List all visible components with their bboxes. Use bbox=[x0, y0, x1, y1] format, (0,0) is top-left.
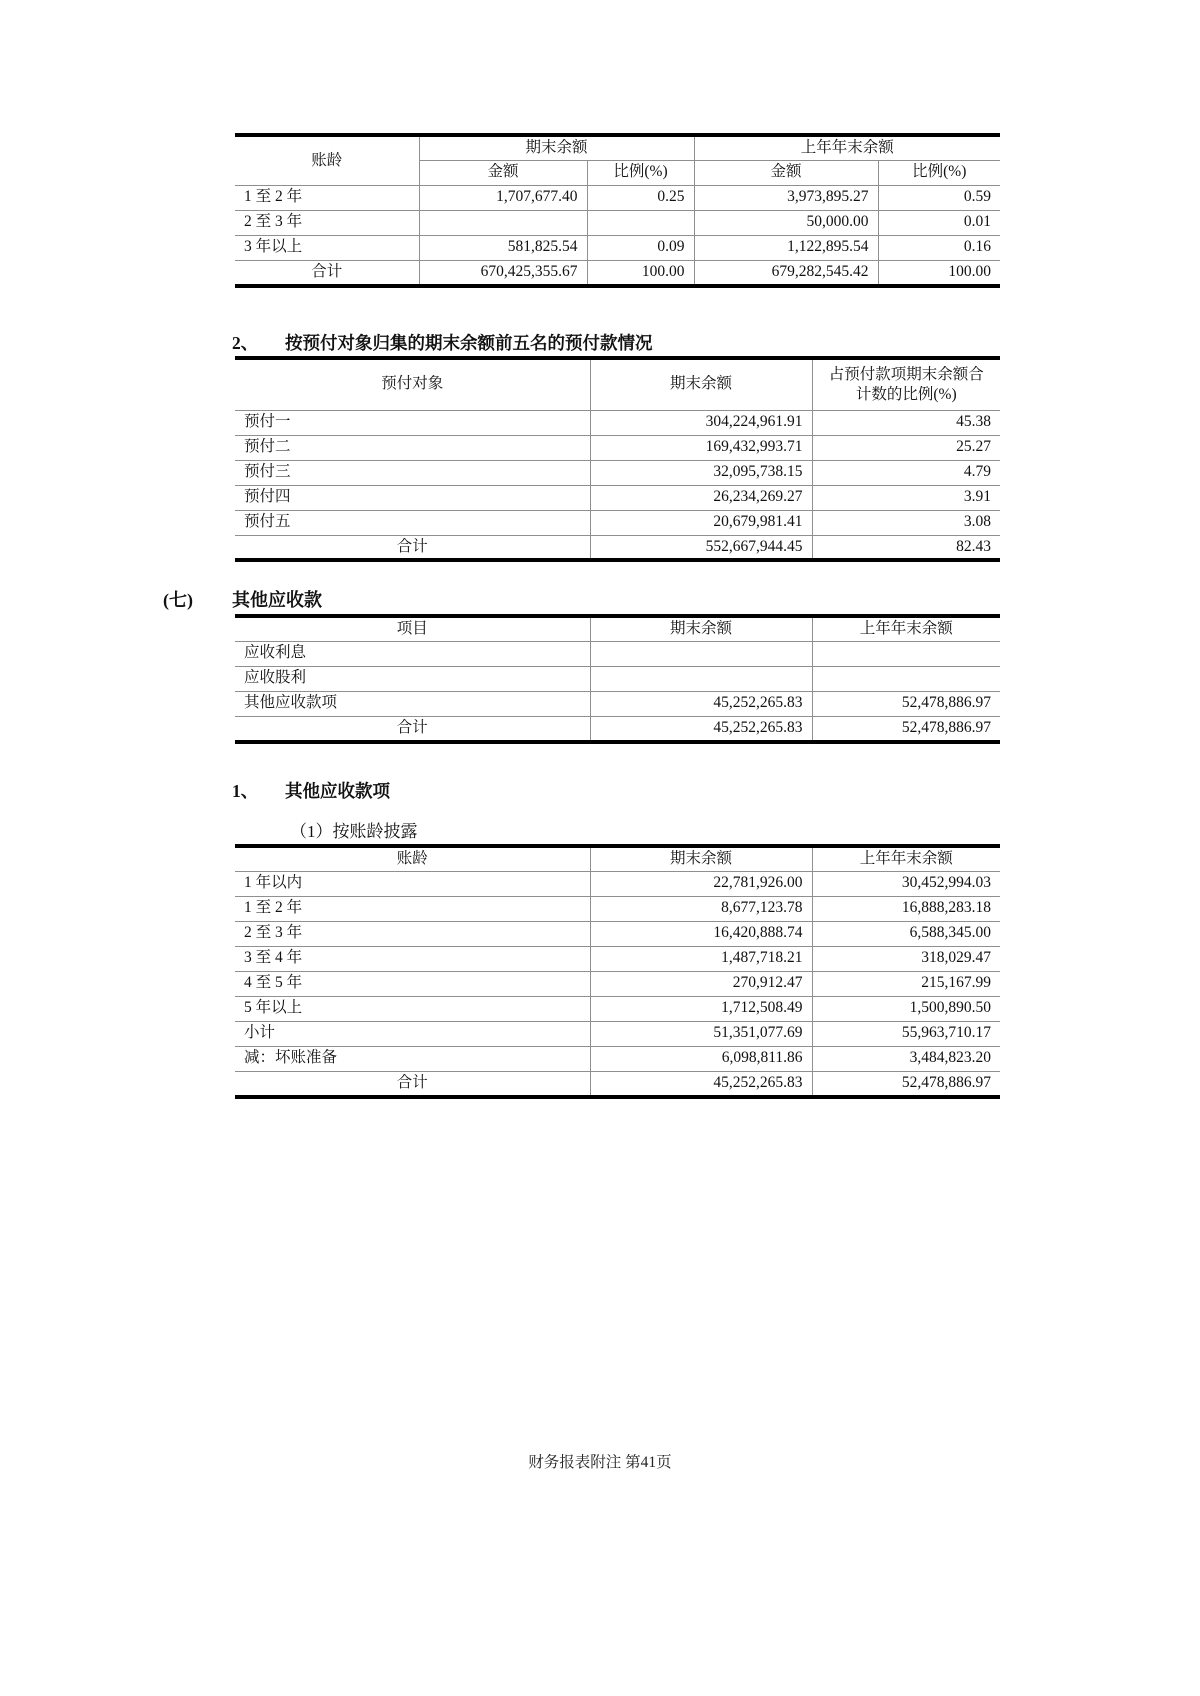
cell-total-label: 合计 bbox=[235, 1071, 590, 1096]
cell-current: 51,351,077.69 bbox=[590, 1021, 812, 1046]
cell-amount bbox=[419, 210, 587, 235]
cell-aging-label: 3 至 4 年 bbox=[235, 946, 590, 971]
cell-aging-label: 4 至 5 年 bbox=[235, 971, 590, 996]
col-header-aging: 账龄 bbox=[235, 846, 590, 871]
section-heading-top5-prepayments bbox=[232, 330, 653, 355]
col-group-prior: 上年年末余额 bbox=[694, 135, 1000, 160]
aging-prepayments-table bbox=[235, 133, 1000, 288]
cell-balance: 169,432,993.71 bbox=[590, 435, 812, 460]
cell-prior: 52,478,886.97 bbox=[812, 716, 1000, 741]
table-row bbox=[235, 510, 1000, 535]
cell-total-label: 合计 bbox=[235, 716, 590, 741]
cell-target: 预付四 bbox=[235, 485, 590, 510]
cell-ratio: 82.43 bbox=[812, 535, 1000, 560]
cell-ratio: 3.91 bbox=[812, 485, 1000, 510]
subsection-heading-aging-disclosure: （1）按账龄披露 bbox=[290, 822, 418, 841]
col-header-ratio bbox=[812, 358, 1000, 410]
cell-subtotal-label: 小计 bbox=[235, 1021, 590, 1046]
cell-amount: 1,707,677.40 bbox=[419, 185, 587, 210]
cell-balance: 32,095,738.15 bbox=[590, 460, 812, 485]
table-row bbox=[235, 996, 1000, 1021]
cell-prior: 52,478,886.97 bbox=[812, 1071, 1000, 1096]
col-header-current: 期末余额 bbox=[590, 616, 812, 641]
cell-ratio: 0.25 bbox=[587, 185, 694, 210]
cell-item: 应收利息 bbox=[235, 641, 590, 666]
section-title: 其他应收款项 bbox=[285, 781, 390, 801]
cell-current: 270,912.47 bbox=[590, 971, 812, 996]
section-title: 按预付对象归集的期末余额前五名的预付款情况 bbox=[285, 333, 653, 353]
cell-total-label: 合计 bbox=[235, 535, 590, 560]
table-header-row bbox=[235, 135, 1000, 160]
cell-ratio: 100.00 bbox=[878, 260, 1000, 285]
table-header-row bbox=[235, 358, 1000, 410]
cell-ratio: 0.01 bbox=[878, 210, 1000, 235]
col-header-current: 期末余额 bbox=[590, 846, 812, 871]
top5-prepayments-table bbox=[235, 356, 1000, 562]
section-number: 1、 bbox=[232, 781, 259, 801]
cell-aging-label: 1 至 2 年 bbox=[235, 185, 419, 210]
section-heading-other-receivables bbox=[163, 586, 322, 612]
table-row bbox=[235, 971, 1000, 996]
table-row bbox=[235, 691, 1000, 716]
col-header-prior: 上年年末余额 bbox=[812, 616, 1000, 641]
col-header-prior: 上年年末余额 bbox=[812, 846, 1000, 871]
table-row bbox=[235, 485, 1000, 510]
table-row bbox=[235, 460, 1000, 485]
cell-current: 45,252,265.83 bbox=[590, 691, 812, 716]
cell-aging-label: 1 年以内 bbox=[235, 871, 590, 896]
col-header-amount-current: 金额 bbox=[419, 160, 587, 185]
cell-prior: 16,888,283.18 bbox=[812, 896, 1000, 921]
cell-aging-label: 2 至 3 年 bbox=[235, 210, 419, 235]
cell-prior bbox=[812, 666, 1000, 691]
section-heading-other-receivable-items bbox=[232, 778, 390, 803]
table-row bbox=[235, 410, 1000, 435]
table-row bbox=[235, 235, 1000, 260]
col-header-amount-prior: 金额 bbox=[694, 160, 878, 185]
table-total-row bbox=[235, 260, 1000, 285]
cell-current bbox=[590, 641, 812, 666]
cell-amount: 670,425,355.67 bbox=[419, 260, 587, 285]
cell-prior: 55,963,710.17 bbox=[812, 1021, 1000, 1046]
table-row bbox=[235, 921, 1000, 946]
cell-current: 45,252,265.83 bbox=[590, 716, 812, 741]
cell-balance: 552,667,944.45 bbox=[590, 535, 812, 560]
cell-target: 预付一 bbox=[235, 410, 590, 435]
cell-amount: 50,000.00 bbox=[694, 210, 878, 235]
cell-target: 预付五 bbox=[235, 510, 590, 535]
cell-target: 预付二 bbox=[235, 435, 590, 460]
col-header-ratio-line1: 占预付款项期末余额合 bbox=[828, 365, 984, 383]
col-header-aging: 账龄 bbox=[235, 135, 419, 185]
table-row bbox=[235, 641, 1000, 666]
cell-amount: 3,973,895.27 bbox=[694, 185, 878, 210]
table-total-row bbox=[235, 535, 1000, 560]
cell-current: 6,098,811.86 bbox=[590, 1046, 812, 1071]
cell-item: 其他应收款项 bbox=[235, 691, 590, 716]
cell-aging-label: 3 年以上 bbox=[235, 235, 419, 260]
cell-total-label: 合计 bbox=[235, 260, 419, 285]
cell-prior: 6,588,345.00 bbox=[812, 921, 1000, 946]
section-number: 2、 bbox=[232, 333, 259, 353]
aging-other-receivables-table bbox=[235, 844, 1000, 1099]
cell-item: 应收股利 bbox=[235, 666, 590, 691]
cell-current: 1,712,508.49 bbox=[590, 996, 812, 1021]
other-receivables-table bbox=[235, 614, 1000, 744]
cell-ratio bbox=[587, 210, 694, 235]
cell-baddebt-label: 减：坏账准备 bbox=[235, 1046, 590, 1071]
cell-target: 预付三 bbox=[235, 460, 590, 485]
cell-amount: 679,282,545.42 bbox=[694, 260, 878, 285]
cell-aging-label: 1 至 2 年 bbox=[235, 896, 590, 921]
col-header-ratio-prior: 比例(%) bbox=[878, 160, 1000, 185]
col-header-target: 预付对象 bbox=[235, 358, 590, 410]
cell-ratio: 0.09 bbox=[587, 235, 694, 260]
cell-balance: 20,679,981.41 bbox=[590, 510, 812, 535]
cell-current: 16,420,888.74 bbox=[590, 921, 812, 946]
table-total-row bbox=[235, 716, 1000, 741]
section-title: 其他应收款 bbox=[232, 590, 322, 610]
cell-current: 8,677,123.78 bbox=[590, 896, 812, 921]
cell-balance: 26,234,269.27 bbox=[590, 485, 812, 510]
cell-prior: 3,484,823.20 bbox=[812, 1046, 1000, 1071]
cell-amount: 1,122,895.54 bbox=[694, 235, 878, 260]
table-row bbox=[235, 871, 1000, 896]
col-header-ratio-current: 比例(%) bbox=[587, 160, 694, 185]
cell-ratio: 45.38 bbox=[812, 410, 1000, 435]
cell-ratio: 4.79 bbox=[812, 460, 1000, 485]
table-header-row bbox=[235, 846, 1000, 871]
cell-prior: 318,029.47 bbox=[812, 946, 1000, 971]
col-header-balance: 期末余额 bbox=[590, 358, 812, 410]
cell-aging-label: 5 年以上 bbox=[235, 996, 590, 1021]
cell-amount: 581,825.54 bbox=[419, 235, 587, 260]
cell-ratio: 100.00 bbox=[587, 260, 694, 285]
table-total-row bbox=[235, 1071, 1000, 1096]
cell-prior: 52,478,886.97 bbox=[812, 691, 1000, 716]
page-footer: 财务报表附注 第41页 bbox=[528, 1454, 672, 1471]
cell-ratio: 25.27 bbox=[812, 435, 1000, 460]
table-subtotal-row bbox=[235, 1021, 1000, 1046]
cell-current bbox=[590, 666, 812, 691]
col-header-item: 项目 bbox=[235, 616, 590, 641]
cell-current: 45,252,265.83 bbox=[590, 1071, 812, 1096]
table-row bbox=[235, 946, 1000, 971]
table-row bbox=[235, 210, 1000, 235]
table-header-row bbox=[235, 616, 1000, 641]
cell-prior: 1,500,890.50 bbox=[812, 996, 1000, 1021]
cell-current: 22,781,926.00 bbox=[590, 871, 812, 896]
section-number: (七) bbox=[163, 590, 193, 610]
cell-ratio: 0.59 bbox=[878, 185, 1000, 210]
cell-prior: 30,452,994.03 bbox=[812, 871, 1000, 896]
cell-current: 1,487,718.21 bbox=[590, 946, 812, 971]
table-row bbox=[235, 435, 1000, 460]
cell-aging-label: 2 至 3 年 bbox=[235, 921, 590, 946]
table-row bbox=[235, 185, 1000, 210]
col-header-ratio-line2: 计数的比例(%) bbox=[855, 385, 957, 403]
cell-balance: 304,224,961.91 bbox=[590, 410, 812, 435]
cell-ratio: 0.16 bbox=[878, 235, 1000, 260]
table-row bbox=[235, 666, 1000, 691]
col-group-current: 期末余额 bbox=[419, 135, 694, 160]
cell-prior: 215,167.99 bbox=[812, 971, 1000, 996]
table-row bbox=[235, 1046, 1000, 1071]
cell-prior bbox=[812, 641, 1000, 666]
table-row bbox=[235, 896, 1000, 921]
cell-ratio: 3.08 bbox=[812, 510, 1000, 535]
